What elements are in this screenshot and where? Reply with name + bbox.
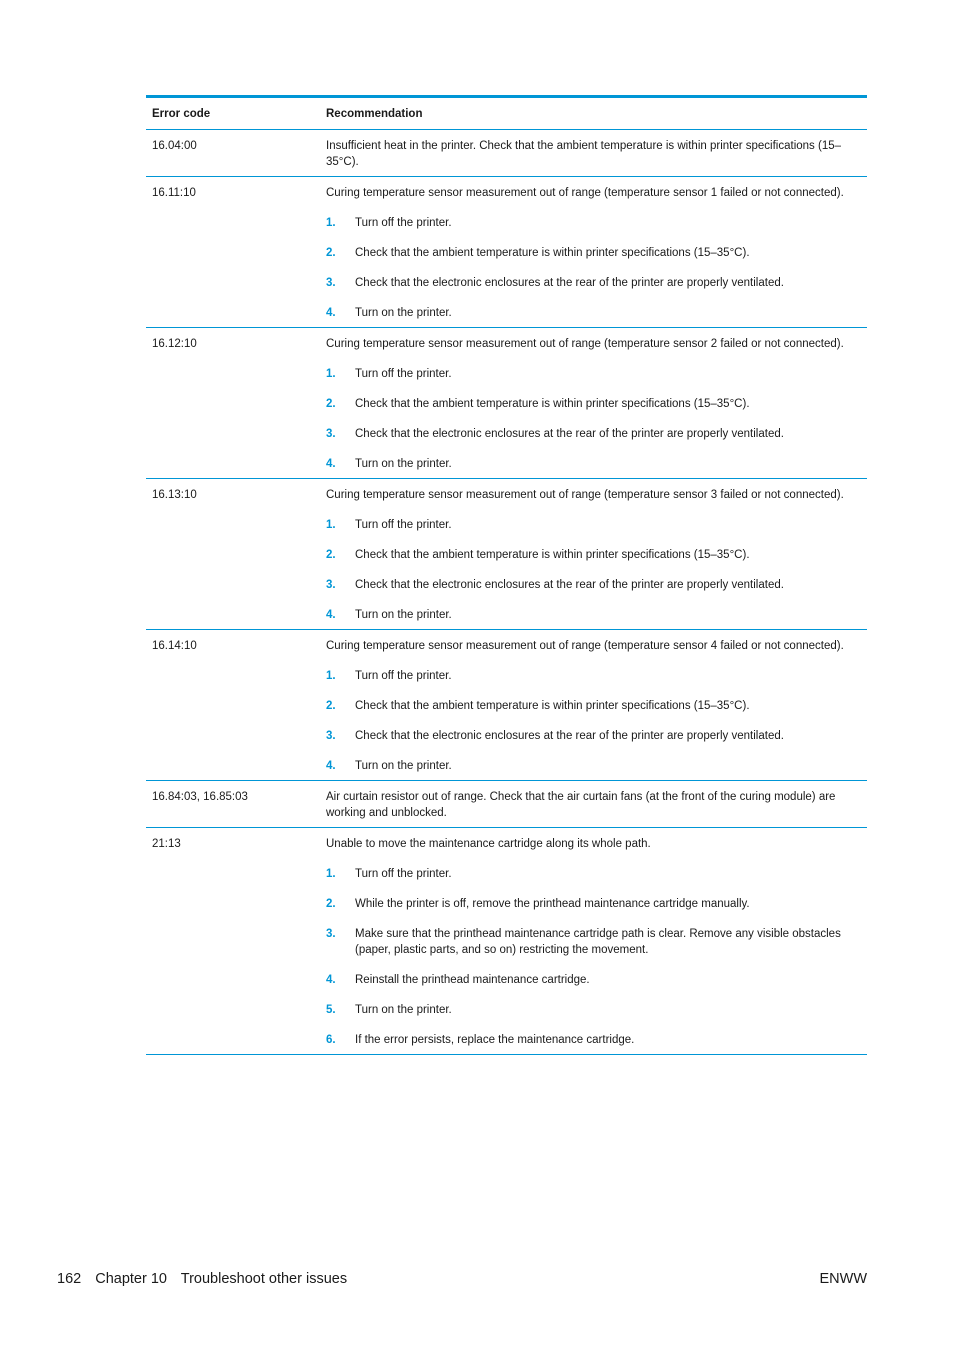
table-header (146, 98, 867, 130)
step-number: 2. (326, 700, 336, 712)
step-item (326, 866, 855, 882)
step-text: Check that the ambient temperature is within printer specifications (15–35°C). (355, 398, 750, 410)
step-item (326, 758, 855, 774)
step-number: 3. (326, 277, 336, 289)
step-number: 4. (326, 974, 336, 986)
recommendation-cell (326, 185, 867, 321)
footer-left (57, 1271, 357, 1287)
step-text: Turn off the printer. (355, 868, 452, 880)
header-error-code: Error code (152, 107, 211, 120)
step-number: 5. (326, 1004, 336, 1016)
error-code-cell: 16.13:10 (152, 489, 197, 501)
step-text: Turn on the printer. (355, 609, 452, 621)
recommendation-cell (326, 487, 867, 623)
recommendation-text: Curing temperature sensor measurement out of range (temperature sensor 4 failed or not connected). (326, 640, 844, 652)
table-row (146, 130, 867, 177)
step-text: Check that the ambient temperature is within printer specifications (15–35°C). (355, 700, 750, 712)
chapter-label: Chapter 10 (95, 1271, 167, 1287)
step-text: If the error persists, replace the maintenance cartridge. (355, 1034, 635, 1046)
step-item (326, 698, 855, 714)
step-item (326, 896, 855, 912)
step-item (326, 1002, 855, 1018)
step-item (326, 972, 855, 988)
header-recommendation: Recommendation (326, 107, 423, 120)
step-item (326, 517, 855, 533)
recommendation-cell (326, 836, 867, 1048)
recommendation-text: Curing temperature sensor measurement out of range (temperature sensor 1 failed or not connected). (326, 187, 844, 199)
step-number: 2. (326, 398, 336, 410)
step-number: 2. (326, 898, 336, 910)
step-number: 4. (326, 760, 336, 772)
step-list (326, 517, 855, 623)
recommendation-cell (326, 638, 867, 774)
step-text: Turn on the printer. (355, 760, 452, 772)
step-item (326, 926, 855, 958)
step-number: 3. (326, 928, 336, 940)
table-row (146, 479, 867, 630)
step-text: Check that the electronic enclosures at the rear of the printer are properly ventilated. (355, 579, 784, 591)
step-text: Turn off the printer. (355, 670, 452, 682)
page-footer (57, 1271, 867, 1287)
step-text: Make sure that the printhead maintenance cartridge path is clear. Remove any visible obstacles (paper, plastic parts, and so on) restricting the movement. (355, 928, 841, 956)
error-code-cell: 16.14:10 (152, 640, 197, 652)
step-number: 6. (326, 1034, 336, 1046)
step-text: Check that the ambient temperature is within printer specifications (15–35°C). (355, 549, 750, 561)
page-number: 162 (57, 1271, 82, 1287)
step-text: Turn off the printer. (355, 519, 452, 531)
recommendation-text: Curing temperature sensor measurement out of range (temperature sensor 3 failed or not connected). (326, 489, 844, 501)
step-item (326, 607, 855, 623)
step-number: 1. (326, 670, 336, 682)
error-code-cell: 21:13 (152, 838, 181, 850)
step-text: Check that the electronic enclosures at the rear of the printer are properly ventilated. (355, 730, 784, 742)
step-text: Check that the electronic enclosures at the rear of the printer are properly ventilated. (355, 277, 784, 289)
step-item (326, 1032, 855, 1048)
step-item (326, 305, 855, 321)
chapter-title: Troubleshoot other issues (180, 1271, 348, 1287)
step-number: 4. (326, 609, 336, 621)
step-number: 3. (326, 579, 336, 591)
step-number: 2. (326, 247, 336, 259)
table-row (146, 630, 867, 781)
table-row (146, 177, 867, 328)
table-body (146, 130, 867, 1055)
step-item (326, 275, 855, 291)
step-number: 1. (326, 217, 336, 229)
error-code-cell: 16.11:10 (152, 187, 196, 199)
recommendation-text: Insufficient heat in the printer. Check that the ambient temperature is within printer specifications (15–35°C). (326, 140, 842, 168)
step-item (326, 245, 855, 261)
recommendation-cell (326, 789, 867, 821)
recommendation-cell (326, 336, 867, 472)
step-number: 1. (326, 868, 336, 880)
recommendation-text: Air curtain resistor out of range. Check that the air curtain fans (at the front of the curing module) are working and unblocked. (326, 791, 836, 819)
step-text: Turn off the printer. (355, 217, 452, 229)
table-row (146, 328, 867, 479)
table-row (146, 781, 867, 828)
step-item (326, 577, 855, 593)
step-number: 1. (326, 519, 336, 531)
recommendation-cell (326, 138, 867, 170)
step-text: Check that the electronic enclosures at the rear of the printer are properly ventilated. (355, 428, 784, 440)
step-list (326, 866, 855, 1048)
step-number: 3. (326, 428, 336, 440)
step-list (326, 366, 855, 472)
table-row (146, 828, 867, 1055)
step-number: 4. (326, 458, 336, 470)
step-text: Check that the ambient temperature is within printer specifications (15–35°C). (355, 247, 750, 259)
step-text: While the printer is off, remove the printhead maintenance cartridge manually. (355, 898, 750, 910)
recommendation-text: Curing temperature sensor measurement out of range (temperature sensor 2 failed or not connected). (326, 338, 844, 350)
step-item (326, 728, 855, 744)
step-number: 2. (326, 549, 336, 561)
step-item (326, 456, 855, 472)
step-list (326, 215, 855, 321)
step-list (326, 668, 855, 774)
error-code-cell: 16.12:10 (152, 338, 197, 350)
recommendation-text: Unable to move the maintenance cartridge along its whole path. (326, 838, 651, 850)
error-code-cell: 16.84:03, 16.85:03 (152, 791, 248, 803)
step-item (326, 396, 855, 412)
step-text: Turn on the printer. (355, 307, 452, 319)
step-number: 1. (326, 368, 336, 380)
step-item (326, 366, 855, 382)
error-code-cell: 16.04:00 (152, 140, 197, 152)
step-item (326, 215, 855, 231)
step-text: Turn off the printer. (355, 368, 452, 380)
footer-locale: ENWW (819, 1271, 867, 1287)
step-item (326, 668, 855, 684)
step-text: Turn on the printer. (355, 458, 452, 470)
step-item (326, 426, 855, 442)
step-item (326, 547, 855, 563)
step-number: 3. (326, 730, 336, 742)
step-text: Reinstall the printhead maintenance cartridge. (355, 974, 590, 986)
error-code-table (146, 95, 867, 1055)
step-number: 4. (326, 307, 336, 319)
step-text: Turn on the printer. (355, 1004, 452, 1016)
